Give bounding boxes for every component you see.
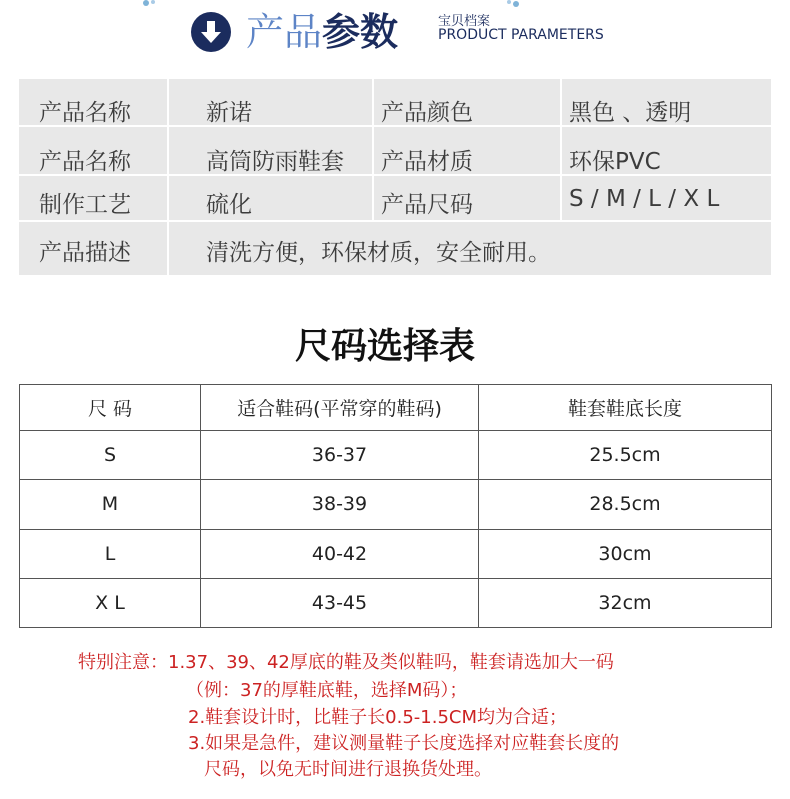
param-label: 产品颜色 — [381, 100, 473, 126]
column-header: 尺 码 — [20, 385, 201, 431]
param-value: 高筒防雨鞋套 — [206, 149, 344, 175]
section-title-light: 产品 — [246, 10, 323, 54]
parameters-table — [19, 79, 771, 275]
note-line: 2.鞋套设计时，比鞋子长0.5-1.5CM均为合适； — [188, 707, 568, 728]
sole-length-cell: 32cm — [479, 578, 772, 627]
shoe-size-cell: 43-45 — [201, 578, 479, 627]
size-chart-table — [19, 384, 772, 628]
param-value: 环保PVC — [569, 149, 661, 175]
param-value: 黑色 、透明 — [569, 100, 692, 126]
section-title — [246, 8, 398, 56]
product-parameters-header — [0, 8, 790, 64]
param-label: 产品名称 — [39, 100, 131, 126]
size-cell: X L — [20, 578, 201, 627]
shoe-size-cell: 38-39 — [201, 480, 479, 529]
param-label: 产品尺码 — [381, 192, 473, 218]
param-label: 产品名称 — [39, 149, 131, 175]
section-subtitle-en: PRODUCT PARAMETERS — [438, 27, 604, 43]
param-label: 产品材质 — [381, 149, 473, 175]
table-row — [20, 431, 772, 480]
section-subtitle-cn: 宝贝档案 — [438, 14, 491, 29]
param-description: 清洗方便，环保材质，安全耐用。 — [206, 240, 551, 266]
table-header-row — [20, 385, 772, 431]
column-header: 鞋套鞋底长度 — [479, 385, 772, 431]
note-line: 尺码，以免无时间进行退换货处理。 — [204, 759, 492, 780]
size-cell: S — [20, 431, 201, 480]
shoe-size-cell: 40-42 — [201, 529, 479, 578]
table-row — [20, 529, 772, 578]
size-chart-title: 尺码选择表 — [294, 326, 475, 367]
table-row — [20, 578, 772, 627]
table-row — [20, 480, 772, 529]
param-label: 制作工艺 — [39, 192, 131, 218]
arrow-down-icon — [191, 12, 231, 52]
sole-length-cell: 25.5cm — [479, 431, 772, 480]
shoe-size-cell: 36-37 — [201, 431, 479, 480]
param-value: 新诺 — [206, 100, 252, 126]
sole-length-cell: 30cm — [479, 529, 772, 578]
column-header: 适合鞋码(平常穿的鞋码) — [201, 385, 479, 431]
note-line: （例：37的厚鞋底鞋，选择M码）； — [186, 680, 468, 701]
sole-length-cell: 28.5cm — [479, 480, 772, 529]
note-line: 3.如果是急件，建议测量鞋子长度选择对应鞋套长度的 — [188, 733, 620, 754]
param-value: S / M / L / X L — [569, 186, 720, 212]
size-cell: L — [20, 529, 201, 578]
size-cell: M — [20, 480, 201, 529]
section-title-dark: 参数 — [322, 10, 399, 54]
note-line: 特别注意：1.37、39、42厚底的鞋及类似鞋吗，鞋套请选加大一码 — [78, 652, 614, 673]
param-label: 产品描述 — [39, 240, 131, 266]
param-value: 硫化 — [206, 192, 252, 218]
